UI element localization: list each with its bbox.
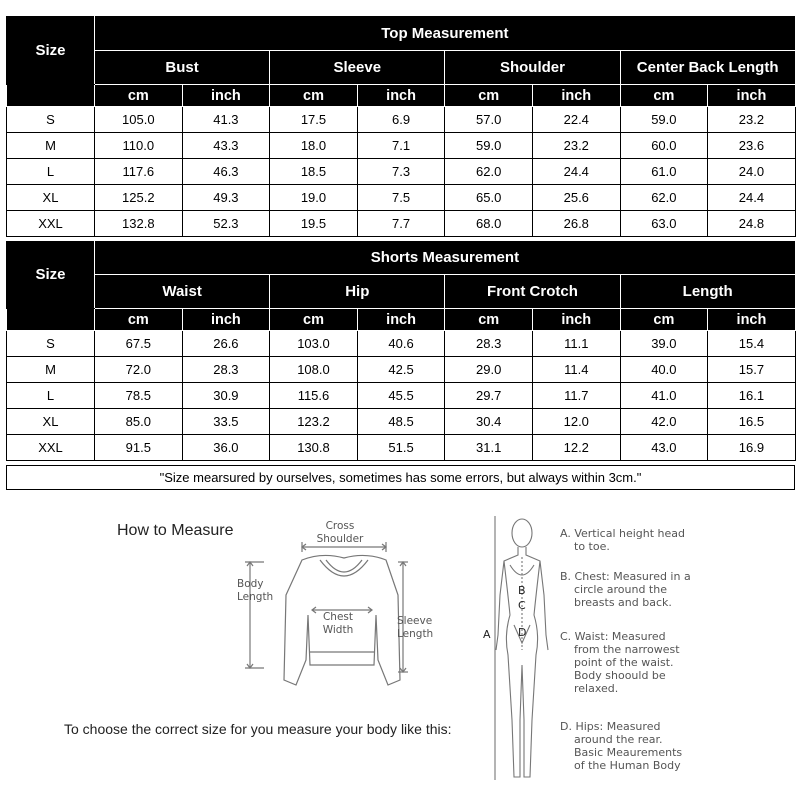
table-cell: 12.0 [532,409,620,435]
table-cell: 16.1 [708,383,796,409]
shorts-measurement-table [6,240,796,461]
size-label: XL [7,185,95,211]
group-header-front-crotch: Front Crotch [445,275,620,309]
body-letter-a: A [483,628,491,641]
instruction-d [560,720,682,772]
table-cell: 41.3 [182,107,270,133]
size-label: S [7,331,95,357]
table-cell: 42.5 [357,357,445,383]
table-cell: 123.2 [270,409,358,435]
table-cell: 67.5 [95,331,183,357]
table-cell: 117.6 [95,159,183,185]
body-length-label-line: Body [237,578,264,590]
group-header-hip: Hip [270,275,445,309]
instruction-line: point of the waist. [574,656,674,669]
body-letter-c: C [518,599,526,612]
table-cell: 19.5 [270,211,358,237]
unit-header: inch [532,85,620,107]
body-letter-b: B [518,584,526,597]
table-cell: 24.4 [532,159,620,185]
size-header: Size [7,16,95,85]
unit-header: inch [182,85,270,107]
table-cell: 43.3 [182,133,270,159]
table-cell: 11.1 [532,331,620,357]
table-cell: 15.7 [708,357,796,383]
table-cell: 23.2 [708,107,796,133]
shorts-table-title: Shorts Measurement [95,241,796,275]
table-row [7,357,796,383]
instruction-line: B. Chest: Measured in a [560,570,691,583]
table-cell: 46.3 [182,159,270,185]
table-cell: 18.5 [270,159,358,185]
table-cell: 40.0 [620,357,708,383]
table-cell: 39.0 [620,331,708,357]
table-cell: 45.5 [357,383,445,409]
table-cell: 103.0 [270,331,358,357]
body-letter-d: D [518,626,527,639]
group-header-waist: Waist [95,275,270,309]
sleeve-length-label [397,615,433,641]
instruction-line: C. Waist: Measured [560,630,666,643]
table-cell: 7.5 [357,185,445,211]
choose-size-instruction: To choose the correct size for you measure your body like this: [64,721,452,737]
size-header: Size [7,241,95,309]
table-row [7,159,796,185]
size-label: M [7,133,95,159]
unit-header: cm [270,85,358,107]
cross-shoulder-label-line: Shoulder [316,533,364,545]
size-header-spacer [7,85,95,107]
table-cell: 16.9 [708,435,796,461]
table-row [7,185,796,211]
table-cell: 29.0 [445,357,533,383]
unit-row [7,85,796,107]
table-cell: 59.0 [445,133,533,159]
table-cell: 59.0 [620,107,708,133]
unit-header: inch [532,309,620,331]
group-header-bust: Bust [95,51,270,85]
table-cell: 78.5 [95,383,183,409]
table-row [7,107,796,133]
table-cell: 11.4 [532,357,620,383]
table-cell: 57.0 [445,107,533,133]
table-cell: 24.0 [708,159,796,185]
table-row [7,331,796,357]
body-length-label-line: Length [237,591,274,603]
chest-width-label [318,611,358,637]
instruction-line: Body shoould be [574,669,666,682]
table-cell: 62.0 [445,159,533,185]
top-table-title: Top Measurement [95,16,796,51]
table-cell: 43.0 [620,435,708,461]
chest-width-label-line: Width [322,624,354,636]
group-header-center-back-length: Center Back Length [620,51,795,85]
unit-header: cm [620,85,708,107]
cross-shoulder-label [312,520,368,546]
body-figure [490,515,560,790]
unit-header: inch [357,309,445,331]
how-to-measure-title: How to Measure [117,522,234,539]
table-cell: 28.3 [445,331,533,357]
unit-header: cm [445,309,533,331]
table-cell: 30.9 [182,383,270,409]
table-cell: 16.5 [708,409,796,435]
unit-header: cm [270,309,358,331]
table-cell: 33.5 [182,409,270,435]
size-label: M [7,357,95,383]
table-cell: 23.6 [708,133,796,159]
size-label: XXL [7,435,95,461]
table-cell: 31.1 [445,435,533,461]
cross-shoulder-label-line: Cross [325,520,355,532]
table-cell: 25.6 [532,185,620,211]
instruction-line: relaxed. [574,682,619,695]
unit-header: cm [620,309,708,331]
table-row [7,435,796,461]
table-row [7,133,796,159]
table-cell: 132.8 [95,211,183,237]
sleeve-length-label-line: Length [397,628,434,640]
unit-header: cm [95,309,183,331]
instruction-a [560,527,685,553]
table-cell: 85.0 [95,409,183,435]
table-cell: 29.7 [445,383,533,409]
table-cell: 49.3 [182,185,270,211]
instruction-line: around the rear. [574,733,663,746]
table-cell: 30.4 [445,409,533,435]
instruction-line: to toe. [574,540,610,553]
table-cell: 15.4 [708,331,796,357]
unit-header: inch [182,309,270,331]
size-label: S [7,107,95,133]
table-cell: 72.0 [95,357,183,383]
table-cell: 62.0 [620,185,708,211]
size-label: XXL [7,211,95,237]
size-label: XL [7,409,95,435]
table-cell: 36.0 [182,435,270,461]
instruction-line: Basic Meaurements [574,746,683,759]
table-cell: 65.0 [445,185,533,211]
instruction-line: of the Human Body [574,759,681,772]
table-cell: 41.0 [620,383,708,409]
table-cell: 17.5 [270,107,358,133]
sleeve-length-label-line: Sleeve [397,615,433,627]
table-cell: 28.3 [182,357,270,383]
instruction-line: from the narrowest [574,643,680,656]
table-cell: 51.5 [357,435,445,461]
table-cell: 63.0 [620,211,708,237]
table-cell: 68.0 [445,211,533,237]
table-cell: 18.0 [270,133,358,159]
table-row [7,383,796,409]
table-cell: 105.0 [95,107,183,133]
table-cell: 60.0 [620,133,708,159]
top-measurement-table [6,15,796,237]
table-row [7,409,796,435]
instruction-line: circle around the [574,583,667,596]
group-header-shoulder: Shoulder [445,51,620,85]
instruction-b [560,570,691,609]
table-cell: 26.6 [182,331,270,357]
table-cell: 115.6 [270,383,358,409]
table-cell: 26.8 [532,211,620,237]
table-cell: 7.7 [357,211,445,237]
unit-header: inch [708,309,796,331]
table-cell: 40.6 [357,331,445,357]
table-cell: 22.4 [532,107,620,133]
table-cell: 7.1 [357,133,445,159]
table-cell: 110.0 [95,133,183,159]
size-label: L [7,383,95,409]
table-cell: 11.7 [532,383,620,409]
table-cell: 52.3 [182,211,270,237]
unit-header: cm [95,85,183,107]
table-row [7,211,796,237]
measurement-note: "Size mearsured by ourselves, sometimes has some errors, but always within 3cm." [6,465,795,490]
instruction-line: A. Vertical height head [560,527,686,540]
table-cell: 24.8 [708,211,796,237]
table-cell: 19.0 [270,185,358,211]
body-length-label [237,578,273,604]
group-header-length: Length [620,275,795,309]
table-cell: 12.2 [532,435,620,461]
table-cell: 130.8 [270,435,358,461]
table-cell: 108.0 [270,357,358,383]
table-cell: 91.5 [95,435,183,461]
unit-header: cm [445,85,533,107]
size-label: L [7,159,95,185]
instruction-line: D. Hips: Measured [560,720,661,733]
table-cell: 42.0 [620,409,708,435]
size-header-spacer [7,309,95,331]
table-cell: 24.4 [708,185,796,211]
unit-header: inch [708,85,796,107]
instruction-c [560,630,680,695]
table-cell: 23.2 [532,133,620,159]
table-cell: 6.9 [357,107,445,133]
instruction-line: breasts and back. [574,596,672,609]
table-cell: 125.2 [95,185,183,211]
chest-width-label-line: Chest [322,611,354,623]
unit-row [7,309,796,331]
table-cell: 7.3 [357,159,445,185]
group-header-sleeve: Sleeve [270,51,445,85]
table-cell: 61.0 [620,159,708,185]
unit-header: inch [357,85,445,107]
table-cell: 48.5 [357,409,445,435]
